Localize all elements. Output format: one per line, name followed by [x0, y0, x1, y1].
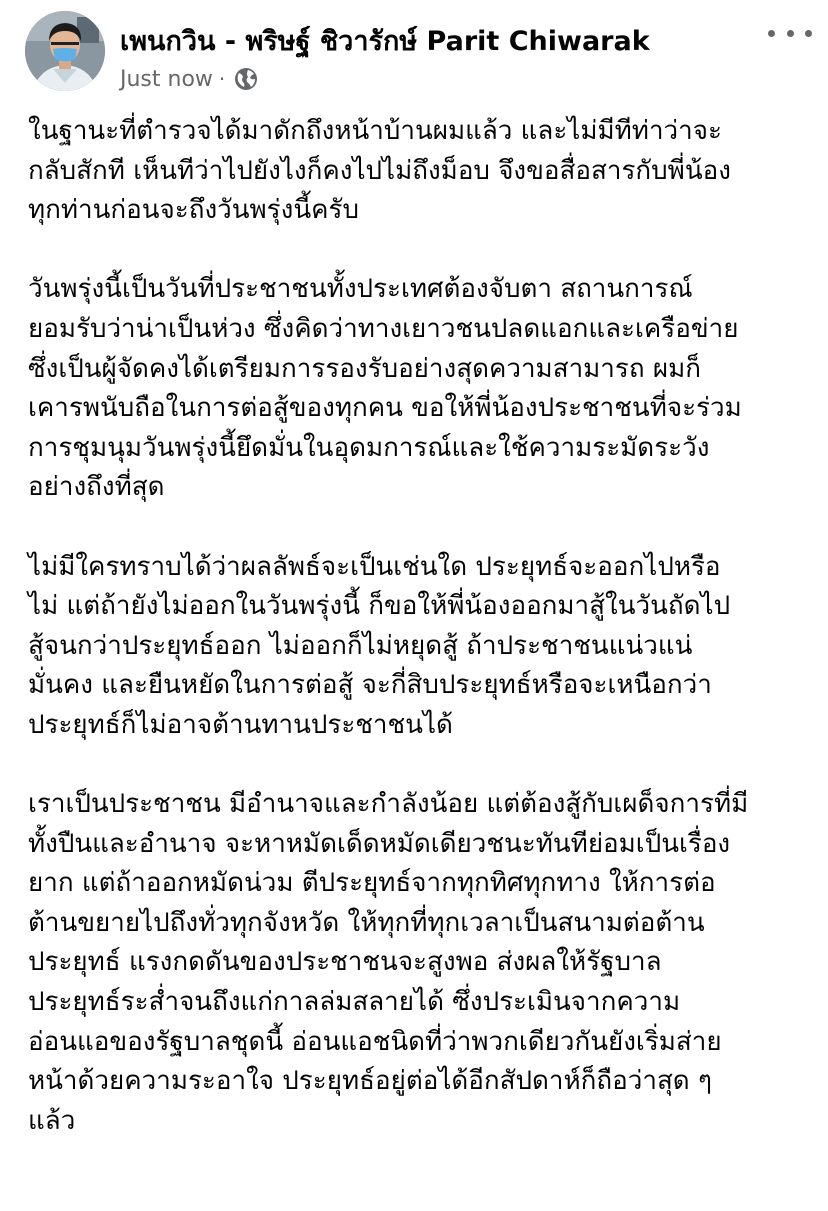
post-paragraph: ไม่มีใครทราบได้ว่าผลลัพธ์จะเป็นเช่นใด ประยุทธ์จะออกไปหรือ ไม่ แต่ถ้ายังไม่ออกในวันพรุ่งนี้ ก็ขอให้พี่น้องออกมาสู้ในวันถัดไป สู้จนกว่าประยุทธ์ออก ไม่ออกก็ไม่หยุดสู้ ถ้าประชาชนแน่วแน่ มั่นคง และยืนหยัดในการต่อสู้ จะกี่สิบประยุทธ์หรือจะเหนือกว่า ประยุทธ์ก็ไม่อาจต้านทานประชาชนได้: [28, 551, 731, 740]
avatar-photo: [25, 11, 105, 91]
more-dot: [768, 30, 775, 37]
meta-separator: ·: [218, 67, 226, 91]
post-header: [0, 0, 828, 100]
post-paragraph: เราเป็นประชาชน มีอำนาจและกำลังน้อย แต่ต้องสู้กับเผด็จการที่มี ทั้งปืนและอำนาจ จะหาหมัดเด็ดหมัดเดียวชนะทันทีย่อมเป็นเรื่อง ยาก แต่ถ้าออกหมัดน่วม ตีประยุทธ์จากทุกทิศทุกทาง ให้การต่อ ต้านขยายไปถึงทั่วทุกจังหวัด ให้ทุกที่ทุกเวลาเป็นสนามต่อต้าน ประยุทธ์ แรงกดดันของประชาชนจะสูงพอ ส่งผลให้รัฐบาล ประยุทธ์ระส่ำจนถึงแก่กาลล่มสลายได้ ซึ่งประเมินจากความ อ่อนแอของรัฐบาลชุดนี้ อ่อนแอชนิดที่ว่าพวกเดียวกันยังเริ่มส่าย หน้าด้วยความระอาใจ ประยุทธ์อยู่ต่อได้อีกสัปดาห์ก็ถือว่าสุด ๆ แล้ว: [28, 789, 749, 1136]
post-paragraph: วันพรุ่งนี้เป็นวันที่ประชาชนทั้งประเทศต้องจับตา สถานการณ์ ยอมรับว่าน่าเป็นห่วง ซึ่งคิดว่าทางเยาวชนปลดแอกและเครือข่าย ซึ่งเป็นผู้จัดคงได้เตรียมการรองรับอย่างสุดความสามารถ ผมก็ เคารพนับถือในการต่อสู้ของทุกคน ขอให้พี่น้องประชาชนที่จะร่วม การชุมนุมวันพรุ่งนี้ยึดมั่นในอุดมการณ์และใช้ความระมัดระวัง อย่างถึงที่สุด: [28, 274, 742, 503]
more-dot: [787, 30, 794, 37]
globe-icon[interactable]: [233, 66, 259, 92]
post-body: [28, 112, 813, 1141]
post-paragraph: ในฐานะที่ตำรวจได้มาดักถึงหน้าบ้านผมแล้ว และไม่มีทีท่าว่าจะ กลับสักที เห็นทีว่าไปยังไงก็คงไปไม่ถึงม็อบ จึงขอสื่อสารกับพี่น้อง ทุกท่านก่อนจะถึงวันพรุ่งนี้ครับ: [28, 116, 731, 226]
author-name[interactable]: เพนกวิน - พริษฐ์ ชิวารักษ์ Parit Chiwarak: [120, 26, 650, 57]
post-timestamp[interactable]: Just now: [120, 66, 213, 92]
author-avatar[interactable]: [25, 11, 105, 91]
post-meta: [120, 62, 259, 96]
more-dot: [805, 30, 812, 37]
more-options-button[interactable]: [768, 22, 812, 44]
